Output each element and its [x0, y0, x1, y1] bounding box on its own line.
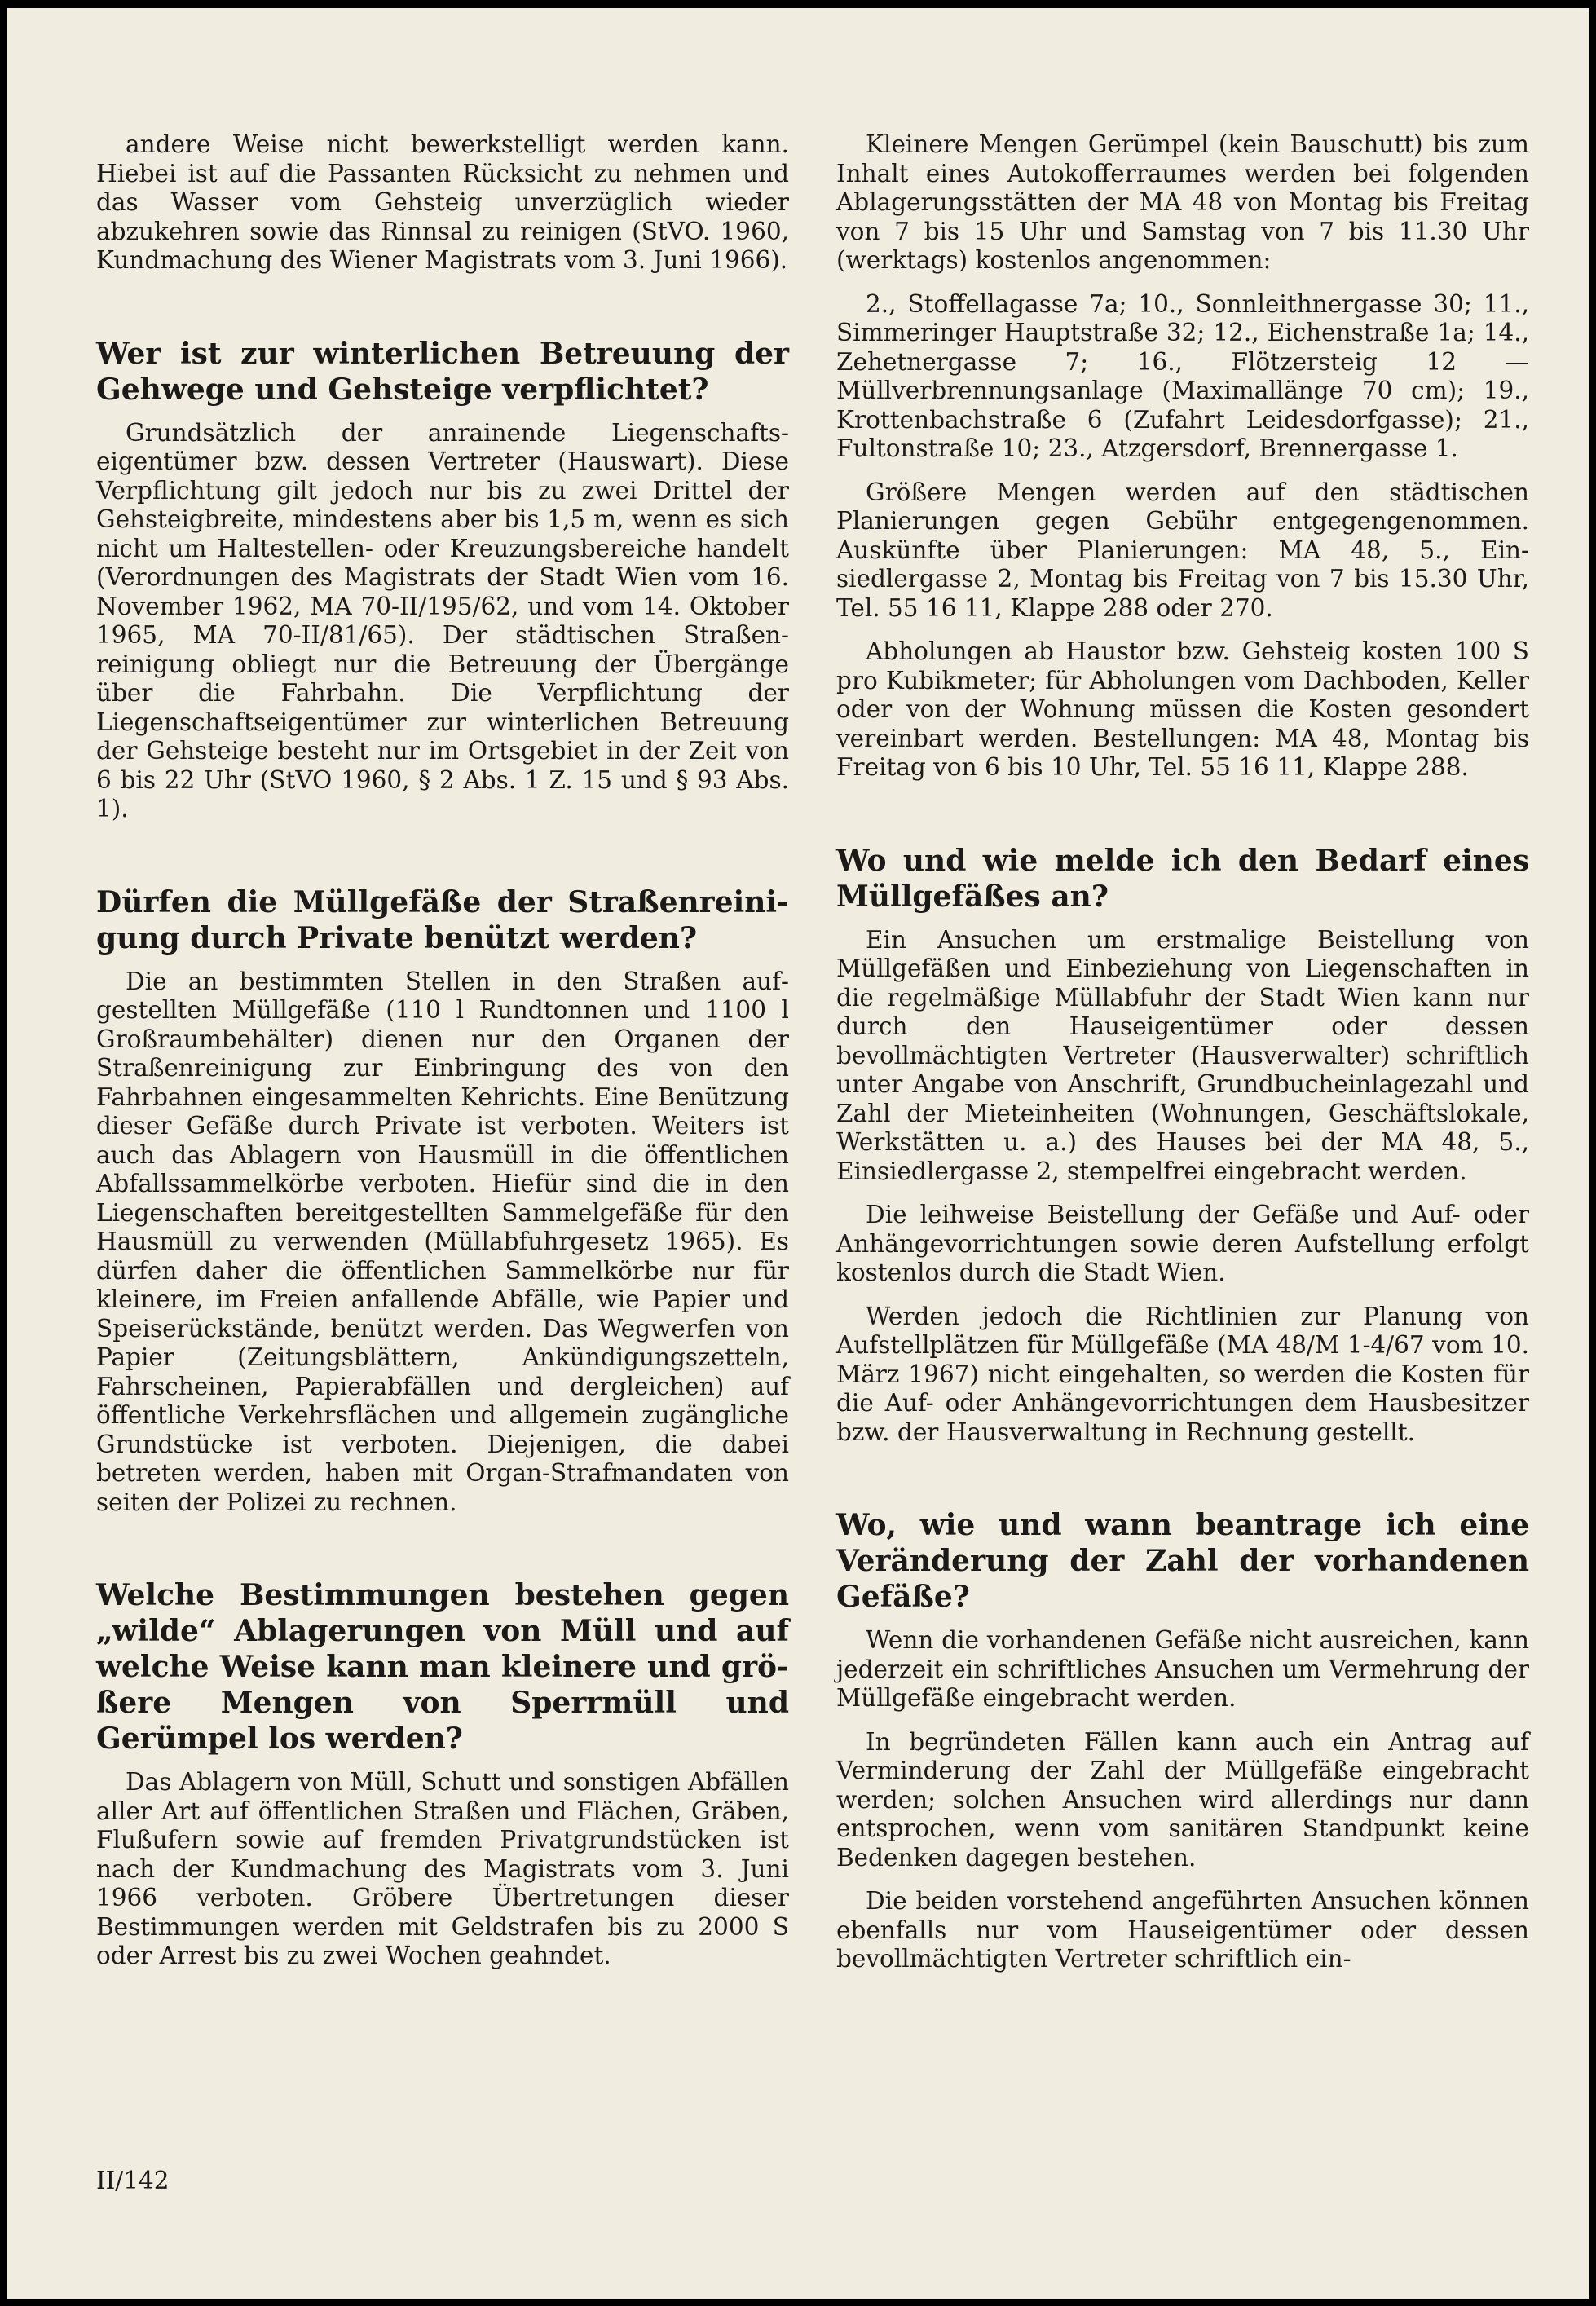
paragraph: Werden jedoch die Richtlinien zur Planung von Aufstellplätzen für Müllgefäße (MA 48/M 1-4/67 vom 10. März 1967) nicht eingehalten, so werden die Kosten für die Auf- oder Anhängevorrichtungen dem Hausbesitzer bzw. der Hausverwaltung in Rechnung gestellt. [836, 1302, 1529, 1446]
paragraph: Wenn die vorhandenen Gefäße nicht ausreichen, kann jederzeit ein schriftliches Ansuchen um Vermehrung der Müllgefäße eingebracht werden. [836, 1626, 1529, 1712]
section-heading: Wo und wie melde ich den Bedarf eines Müllgefäßes an? [836, 843, 1529, 914]
section-heading: Wo, wie und wann beantrage ich eine Veränderung der Zahl der vorhandenen Gefäße? [836, 1508, 1529, 1614]
paragraph: In begründeten Fällen kann auch ein Antrag auf Verminderung der Zahl der Müllgefäße eingebracht werden; solchen Ansuchen wird allerdings nur dann entsprochen, wenn vom sanitären Standpunkt keine Bedenken dagegen bestehen. [836, 1727, 1529, 1872]
paragraph: Das Ablagern von Müll, Schutt und sonstigen Abfällen aller Art auf öffentlichen Straßen und Flächen, Gräben, Flußufern sowie auf fremden Privatgrundstücken ist nach der Kundmachung des Magistrats vom 3. Juni 1966 verboten. Gröbere Übertretungen dieser Bestimmungen werden mit Geldstrafen bis zu 2000 S oder Arrest bis zu zwei Wochen geahndet. [96, 1768, 789, 1969]
paragraph: Ein Ansuchen um erstmalige Beistellung von Müllgefäßen und Einbeziehung von Liegenschaften in die regelmäßige Müllabfuhr der Stadt Wien kann nur durch den Hauseigentümer oder dessen bevollmächtigten Vertreter (Hausverwalter) schriftlich unter Angabe von Anschrift, Grundbucheinlagezahl und Zahl der Mieteinheiten (Wohnungen, Geschäftslokale, Werkstätten u. a.) des Hauses bei der MA 48, 5., Einsiedlergasse 2, stempelfrei eingebracht werden. [836, 925, 1529, 1185]
document-page [7, 8, 1589, 2299]
paragraph: Abholungen ab Haustor bzw. Gehsteig kosten 100 S pro Kubikmeter; für Abholungen vom Dachboden, Keller oder von der Wohnung müssen die Kosten gesondert vereinbart werden. Bestellungen: MA 48, Montag bis Freitag von 6 bis 10 Uhr, Tel. 55 16 11, Klappe 288. [836, 637, 1529, 781]
paragraph: Die beiden vorstehend angeführten Ansuchen können ebenfalls nur vom Hauseigentümer oder dessen bevollmächtigten Vertreter schriftlich ein- [836, 1887, 1529, 1973]
paragraph: Die leihweise Beistellung der Gefäße und Auf- oder Anhängevorrichtungen sowie deren Aufstellung erfolgt kostenlos durch die Stadt Wien. [836, 1201, 1529, 1286]
right-column [836, 130, 1529, 1989]
spacer [96, 1532, 789, 1577]
left-column [96, 130, 789, 1986]
spacer [96, 290, 789, 336]
paragraph: Grundsätzlich der anrainende Liegenschaftseigentümer bzw. dessen Vertreter (Hauswart). Diese Verpflichtung gilt jedoch nur bis zu zwei Drittel der Gehsteigbreite, mindestens aber bis 1,5 m, wenn es sich nicht um Haltestellen- oder Kreuzungsbereiche handelt (Verordnungen des Magistrats der Stadt Wien vom 16. November 1962, MA 70-II/195/62, und vom 14. Oktober 1965, MA 70-II/81/65). Der städtischen Straßenreinigung obliegt nur die Betreuung der Übergänge über die Fahrbahn. Die Verpflichtung der Liegenschaftseigentümer zur winterlichen Betreuung der Gehsteige besteht nur im Ortsgebiet in der Zeit von 6 bis 22 Uhr (StVO 1960, § 2 Abs. 1 Z. 15 und § 93 Abs. 1). [96, 418, 789, 822]
paragraph: Größere Mengen werden auf den städtischen Planierungen gegen Gebühr entgegengenommen. Auskünfte über Planierungen: MA 48, 5., Einsiedlergasse 2, Montag bis Freitag von 7 bis 15.30 Uhr, Tel. 55 16 11, Klappe 288 oder 270. [836, 478, 1529, 622]
spacer [96, 839, 789, 884]
section-heading: Wer ist zur winterlichen Betreuung der Gehwege und Gehsteige verpflichtet? [96, 336, 789, 407]
paragraph: Die an bestimmten Stellen in den Straßen aufgestellten Müllgefäße (110 l Rundtonnen und 1100 l Großraumbehälter) dienen nur den Organen der Straßenreinigung zur Einbringung des von den Fahrbahnen eingesammelten Kehrichts. Eine Benützung dieser Gefäße durch Private ist verboten. Weiters ist auch das Ablagern von Hausmüll in die öffentlichen Abfallssammelkörbe verboten. Hiefür sind die in den Liegenschaften bereitgestellten Sammelgefäße für den Hausmüll zu verwenden (Müllabfuhrgesetz 1965). Es dürfen daher die öffentlichen Sammelkörbe nur für kleinere, im Freien anfallende Abfälle, wie Papier und Speiserückstände, benützt werden. Das Wegwerfen von Papier (Zeitungsblättern, Ankündigungszetteln, Fahrscheinen, Papierabfällen und dergleichen) auf öffentliche Verkehrsflächen und allgemein zugängliche Grundstücke ist verboten. Diejenigen, die dabei betreten werden, haben mit Organ-Strafmandaten von seiten der Polizei zu rechnen. [96, 967, 789, 1516]
section-heading: Dürfen die Müllgefäße der Straßenreinigung durch Private benützt werden? [96, 884, 789, 955]
spacer [836, 1462, 1529, 1507]
section-heading: Welche Bestimmungen bestehen gegen „wilde“ Ablagerungen von Müll und auf welche Weise kann man kleinere und größere Mengen von Sperrmüll und Gerümpel los werden? [96, 1578, 789, 1756]
paragraph: andere Weise nicht bewerkstelligt werden kann. Hiebei ist auf die Passanten Rücksicht zu nehmen und das Wasser vom Gehsteig unverzüglich wieder abzukehren sowie das Rinnsal zu reinigen (StVO. 1960, Kundmachung des Wiener Magistrats vom 3. Juni 1966). [96, 130, 789, 274]
page-number: II/142 [96, 2167, 170, 2194]
paragraph: Kleinere Mengen Gerümpel (kein Bauschutt) bis zum Inhalt eines Autokofferraumes werden bei folgenden Ablagerungsstätten der MA 48 von Montag bis Freitag von 7 bis 15 Uhr und Samstag von 7 bis 11.30 Uhr (werktags) kostenlos angenommen: [836, 130, 1529, 274]
spacer [836, 797, 1529, 843]
address-list: 2., Stoffellagasse 7a; 10., Sonnleithnergasse 30; 11., Simmeringer Hauptstraße 32; 12., Eichenstraße 1a; 14., Zehetnergasse 7; 16., Flötzersteig 12 — Müllverbrennungsanlage (Maximallänge 70 cm); 19., Krottenbachstraße 6 (Zufahrt Leidesdorfgasse); 21., Fultonstraße 10; 23., Atzgersdorf, Brennergasse 1. [836, 289, 1529, 462]
